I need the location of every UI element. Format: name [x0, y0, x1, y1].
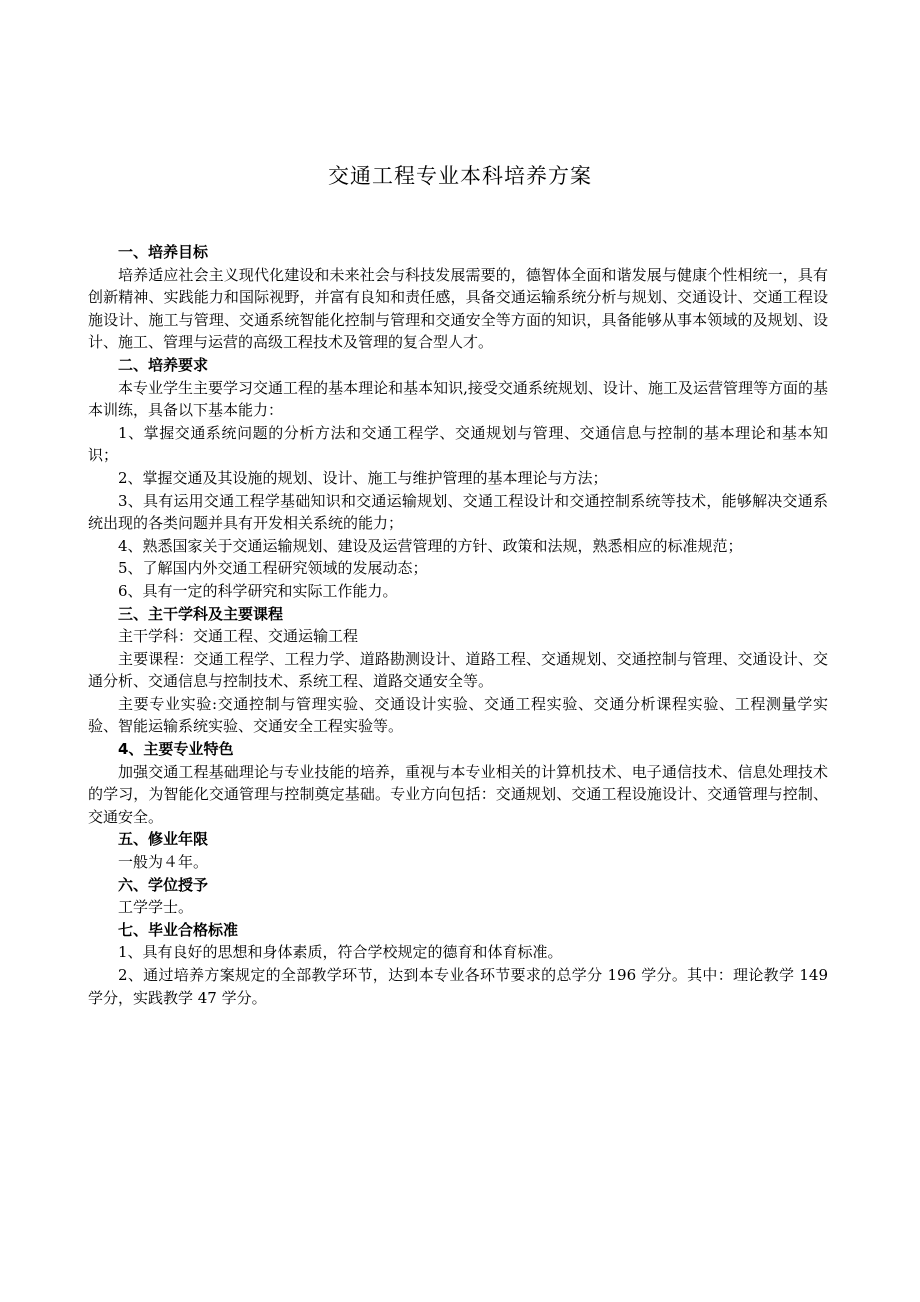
list-item: 3、具有运用交通工程学基础知识和交通运输规划、交通工程设计和交通控制系统等技术，能够解决交通系统出现的各类问题并具有开发相关系统的能力；	[88, 491, 828, 533]
section-heading: 六、学位授予	[118, 875, 209, 894]
section-heading: 4、主要专业特色	[118, 740, 234, 759]
section-heading: 一、培养目标	[118, 243, 209, 261]
paragraph: 主要专业实验:交通控制与管理实验、交通设计实验、交通工程实验、交通分析课程实验、工程测量学实验、智能运输系统实验、交通安全工程实验等。	[88, 694, 828, 736]
paragraph: 培养适应社会主义现代化建设和未来社会与科技发展需要的，德智体全面和谐发展与健康个性相统一，具有创新精神、实践能力和国际视野，并富有良知和责任感，具备交通运输系统分析与规划、交通设计、交通工程设施设计、施工与管理、交通系统智能化控制与管理和交通安全等方面的知识，具备能够从事本领域的及规划、设计、施工、管理与运营的高级工程技术及管理的复合型人才。	[88, 265, 828, 352]
section-training-requirements	[88, 354, 828, 603]
section-main-disciplines-courses	[88, 603, 828, 739]
section-training-objectives	[88, 241, 828, 354]
list-item: 1、掌握交通系统问题的分析方法和交通工程学、交通规划与管理、交通信息与控制的基本理论和基本知识；	[88, 423, 828, 465]
section-heading: 二、培养要求	[118, 355, 209, 374]
paragraph: 主干学科：交通工程、交通运输工程	[118, 627, 359, 646]
document-body	[88, 241, 828, 1009]
page-title: 交通工程专业本科培养方案	[328, 164, 592, 188]
section-heading: 五、修业年限	[118, 830, 209, 849]
section-degree-awarded	[88, 874, 828, 919]
section-heading: 三、主干学科及主要课程	[118, 604, 284, 623]
paragraph: 加强交通工程基础理论与专业技能的培养，重视与本专业相关的计算机技术、电子通信技术、信息处理技术的学习，为智能化交通管理与控制奠定基础。专业方向包括：交通规划、交通工程设施设计、交通管理与控制、交通安全。	[88, 762, 828, 826]
paragraph: 本专业学生主要学习交通工程的基本理论和基本知识,接受交通系统规划、设计、施工及运营管理等方面的基本训练，具备以下基本能力：	[88, 378, 828, 420]
list-item: 5、了解国内外交通工程研究领域的发展动态；	[118, 559, 428, 578]
section-study-duration	[88, 828, 828, 873]
list-item: 4、熟悉国家关于交通运输规划、建设及运营管理的方针、政策和法规，熟悉相应的标准规范；	[118, 536, 743, 555]
paragraph: 一般为４年。	[118, 853, 209, 872]
list-item: 2、通过培养方案规定的全部教学环节，达到本专业各环节要求的总学分 196 学分。其中：理论教学 149 学分，实践教学 47 学分。	[88, 966, 828, 1007]
paragraph: 主要课程：交通工程学、工程力学、道路勘测设计、道路工程、交通规划、交通控制与管理、交通设计、交通分析、交通信息与控制技术、系统工程、道路交通安全等。	[88, 649, 828, 691]
section-program-features	[88, 738, 828, 828]
list-item: 6、具有一定的科学研究和实际工作能力。	[118, 581, 398, 600]
paragraph: 工学学士。	[118, 898, 194, 917]
list-item: 1、具有良好的思想和身体素质，符合学校规定的德育和体育标准。	[118, 943, 563, 962]
section-graduation-criteria	[88, 919, 828, 1009]
list-item: 2、掌握交通及其设施的规划、设计、施工与维护管理的基本理论与方法；	[118, 468, 608, 487]
section-heading: 七、毕业合格标准	[118, 920, 239, 939]
